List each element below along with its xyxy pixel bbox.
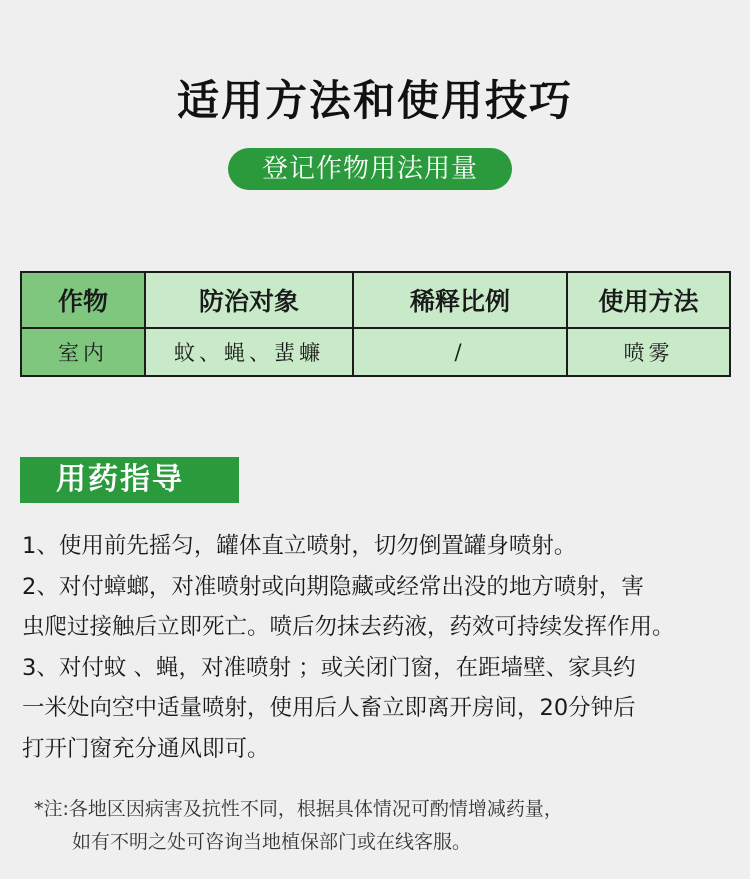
instructions-block xyxy=(22,526,748,770)
cell-crop: 室内 xyxy=(21,328,145,376)
footnote-line: 如有不明之处可咨询当地植保部门或在线客服。 xyxy=(72,831,472,853)
header-target: 防治对象 xyxy=(145,272,353,328)
instruction-line: 虫爬过接触后立即死亡。喷后勿抹去药液，药效可持续发挥作用。 xyxy=(22,614,675,641)
header-method: 使用方法 xyxy=(567,272,730,328)
footnote xyxy=(34,793,734,859)
registration-table xyxy=(20,271,731,377)
instruction-line: 3、对付蚊 、蝇，对准喷射 ；或关闭门窗，在距墙壁、家具约 xyxy=(22,654,636,681)
table-header-row xyxy=(21,272,730,328)
header-crop: 作物 xyxy=(21,272,145,328)
instruction-line: 2、对付蟑螂，对准喷射或向期隐藏或经常出没的地方喷射，害 xyxy=(22,573,644,600)
usage-pill-label: 登记作物用法用量 xyxy=(228,148,512,190)
section-title: 用药指导 xyxy=(20,457,239,503)
cell-target: 蚊、蝇、蜚蠊 xyxy=(145,328,353,376)
page-title: 适用方法和使用技巧 xyxy=(176,76,573,125)
cell-dilution: / xyxy=(353,328,567,376)
instruction-line: 一米处向空中适量喷射，使用后人畜立即离开房间，20分钟后 xyxy=(22,695,636,722)
footnote-line: *注:各地区因病害及抗性不同，根据具体情况可酌情增减药量， xyxy=(34,798,563,820)
table-row xyxy=(21,328,730,376)
header-dilution: 稀释比例 xyxy=(353,272,567,328)
instruction-line: 1、使用前先摇匀，罐体直立喷射，切勿倒置罐身喷射。 xyxy=(22,533,577,559)
instruction-line: 打开门窗充分通风即可。 xyxy=(22,735,270,762)
cell-method: 喷雾 xyxy=(567,328,730,376)
